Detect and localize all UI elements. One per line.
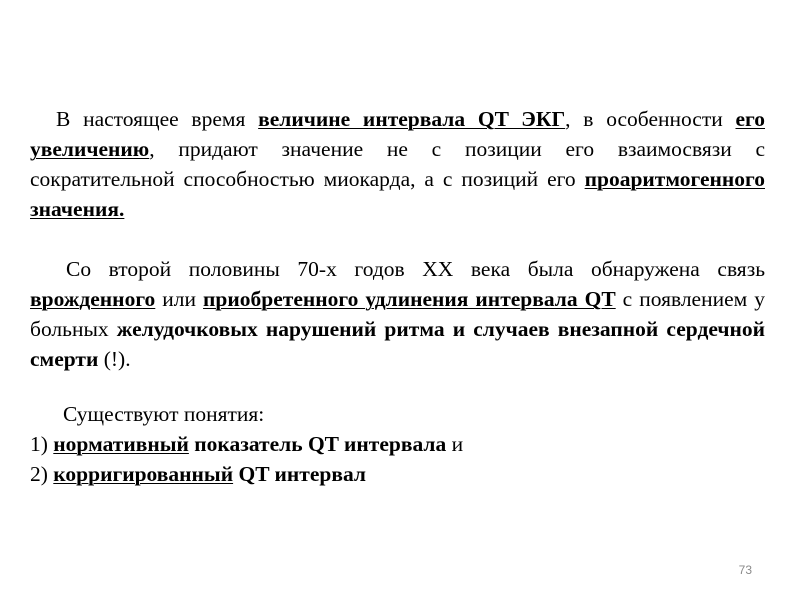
concept-item-1-number: 1) bbox=[30, 432, 54, 456]
concept-item-2-number: 2) bbox=[30, 462, 54, 486]
p2-emphasis-congenital: врожденного bbox=[30, 287, 156, 311]
p1-text-1: В настоящее время bbox=[56, 107, 259, 131]
p2-text-4: (!). bbox=[98, 347, 131, 371]
p1-text-2: , в особенности bbox=[565, 107, 736, 131]
p2-emphasis-acquired: приобретенного удлинения интервала QT bbox=[203, 287, 616, 311]
concept-item-1-rest: показатель QT интервала bbox=[188, 432, 447, 456]
p1-emphasis-increase: его увеличению bbox=[30, 107, 766, 161]
page-number: 73 bbox=[738, 563, 752, 577]
paragraph-qt-history bbox=[30, 254, 765, 374]
p2-text-1: Со второй половины 70-х годов XX века была обнаружена связь bbox=[66, 257, 765, 281]
p2-text-2: или bbox=[155, 287, 204, 311]
concept-item-2 bbox=[30, 459, 765, 489]
concept-item-2-corrected: корригированный bbox=[53, 462, 234, 486]
concept-item-2-rest: QT интервал bbox=[233, 462, 366, 486]
paragraph-qt-concepts bbox=[30, 399, 765, 489]
p2-emphasis-arrhythmia: желудочковых нарушений ритма и случаев внезапной сердечной смерти bbox=[30, 317, 765, 371]
concept-item-1 bbox=[30, 429, 765, 459]
p1-emphasis-proarrhythmic: проаритмогенного значения. bbox=[30, 167, 765, 221]
p1-text-3: , придают значение не с позиции его взаимосвязи с сократительной способностью миокарда, а с позиций его bbox=[30, 137, 765, 191]
concept-item-1-and: и bbox=[446, 432, 464, 456]
p1-emphasis-qt-value: величине интервала QT ЭКГ bbox=[258, 107, 566, 131]
concept-item-1-normative: нормативный bbox=[53, 432, 189, 456]
concepts-intro: Существуют понятия: bbox=[63, 402, 265, 426]
p2-text-3: с появлением у больных bbox=[30, 287, 765, 341]
paragraph-qt-significance bbox=[30, 104, 765, 224]
